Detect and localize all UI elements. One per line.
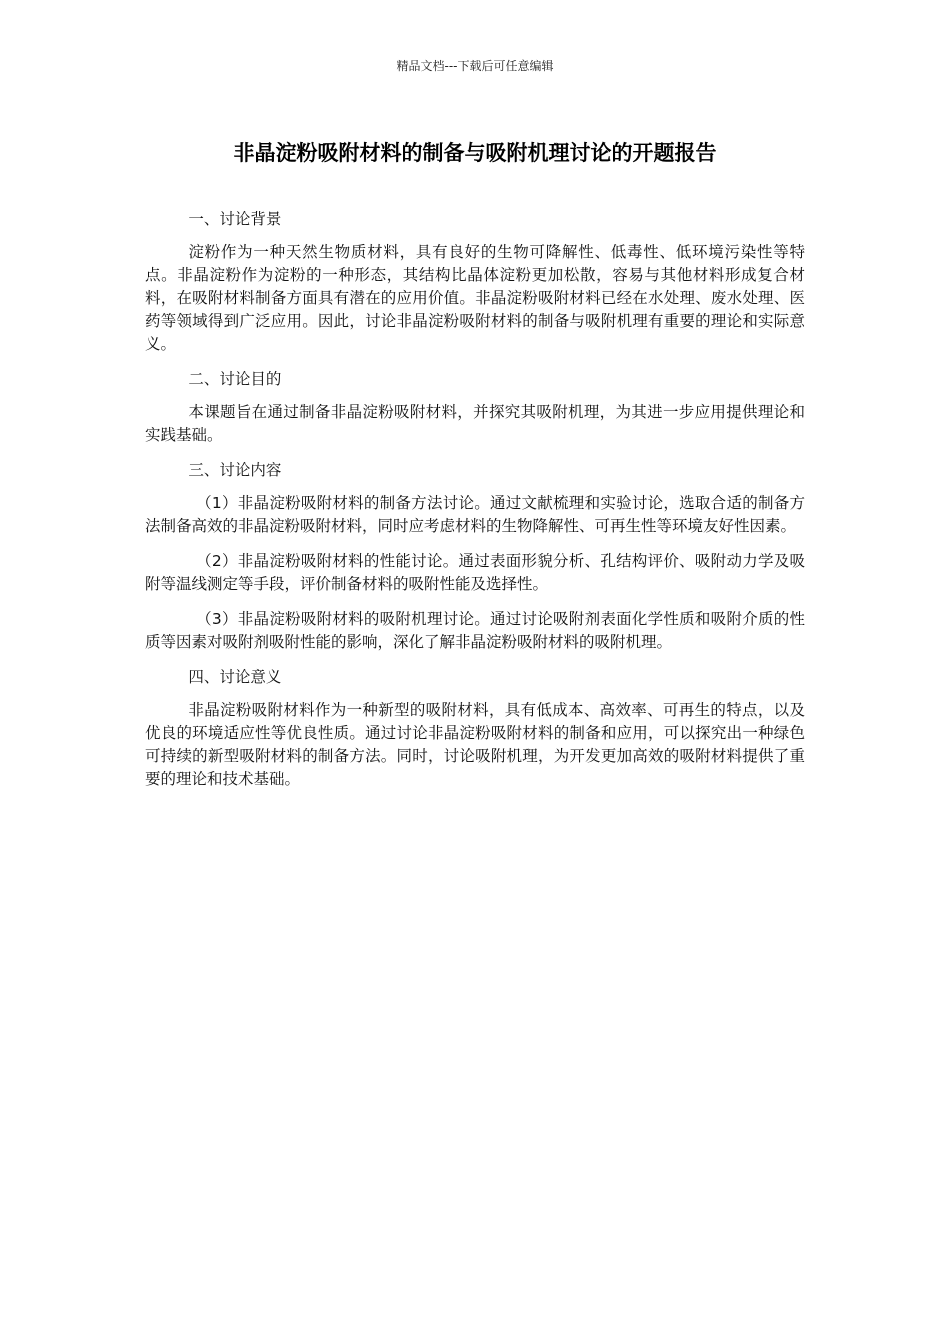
section-significance (145, 666, 805, 791)
document-title: 非晶淀粉吸附材料的制备与吸附机理讨论的开题报告 (233, 141, 717, 165)
document-body (145, 208, 805, 803)
paragraph: 淀粉作为一种天然生物质材料，具有良好的生物可降解性、低毒性、低环境污染性等特点。非晶淀粉作为淀粉的一种形态，其结构比晶体淀粉更加松散，容易与其他材料形成复合材料，在吸附材料制备方面具有潜在的应用价值。非晶淀粉吸附材料已经在水处理、废水处理、医药等领域得到广泛应用。因此，讨论非晶淀粉吸附材料的制备与吸附机理有重要的理论和实际意义。 (145, 243, 805, 353)
section-heading: 三、讨论内容 (188, 461, 282, 479)
section-background (145, 208, 805, 356)
section-heading: 四、讨论意义 (188, 668, 282, 686)
section-content (145, 459, 805, 654)
section-heading: 一、讨论背景 (188, 210, 282, 228)
paragraph-item-1: （1）非晶淀粉吸附材料的制备方法讨论。通过文献梳理和实验讨论，选取合适的制备方法制备高效的非晶淀粉吸附材料，同时应考虑材料的生物降解性、可再生性等环境友好性因素。 (145, 494, 805, 535)
paragraph: 非晶淀粉吸附材料作为一种新型的吸附材料，具有低成本、高效率、可再生的特点，以及优良的环境适应性等优良性质。通过讨论非晶淀粉吸附材料的制备和应用，可以探究出一种绿色可持续的新型吸附材料的制备方法。同时，讨论吸附机理，为开发更加高效的吸附材料提供了重要的理论和技术基础。 (145, 701, 805, 788)
paragraph-item-3: （3）非晶淀粉吸附材料的吸附机理讨论。通过讨论吸附剂表面化学性质和吸附介质的性质等因素对吸附剂吸附性能的影响，深化了解非晶淀粉吸附材料的吸附机理。 (145, 610, 805, 651)
paragraph: 本课题旨在通过制备非晶淀粉吸附材料，并探究其吸附机理，为其进一步应用提供理论和实践基础。 (145, 403, 805, 444)
paragraph-item-2: （2）非晶淀粉吸附材料的性能讨论。通过表面形貌分析、孔结构评价、吸附动力学及吸附等温线测定等手段，评价制备材料的吸附性能及选择性。 (145, 552, 805, 593)
section-heading: 二、讨论目的 (188, 370, 282, 388)
section-purpose (145, 368, 805, 447)
page-header: 精品文档---下载后可任意编辑 (396, 59, 554, 73)
